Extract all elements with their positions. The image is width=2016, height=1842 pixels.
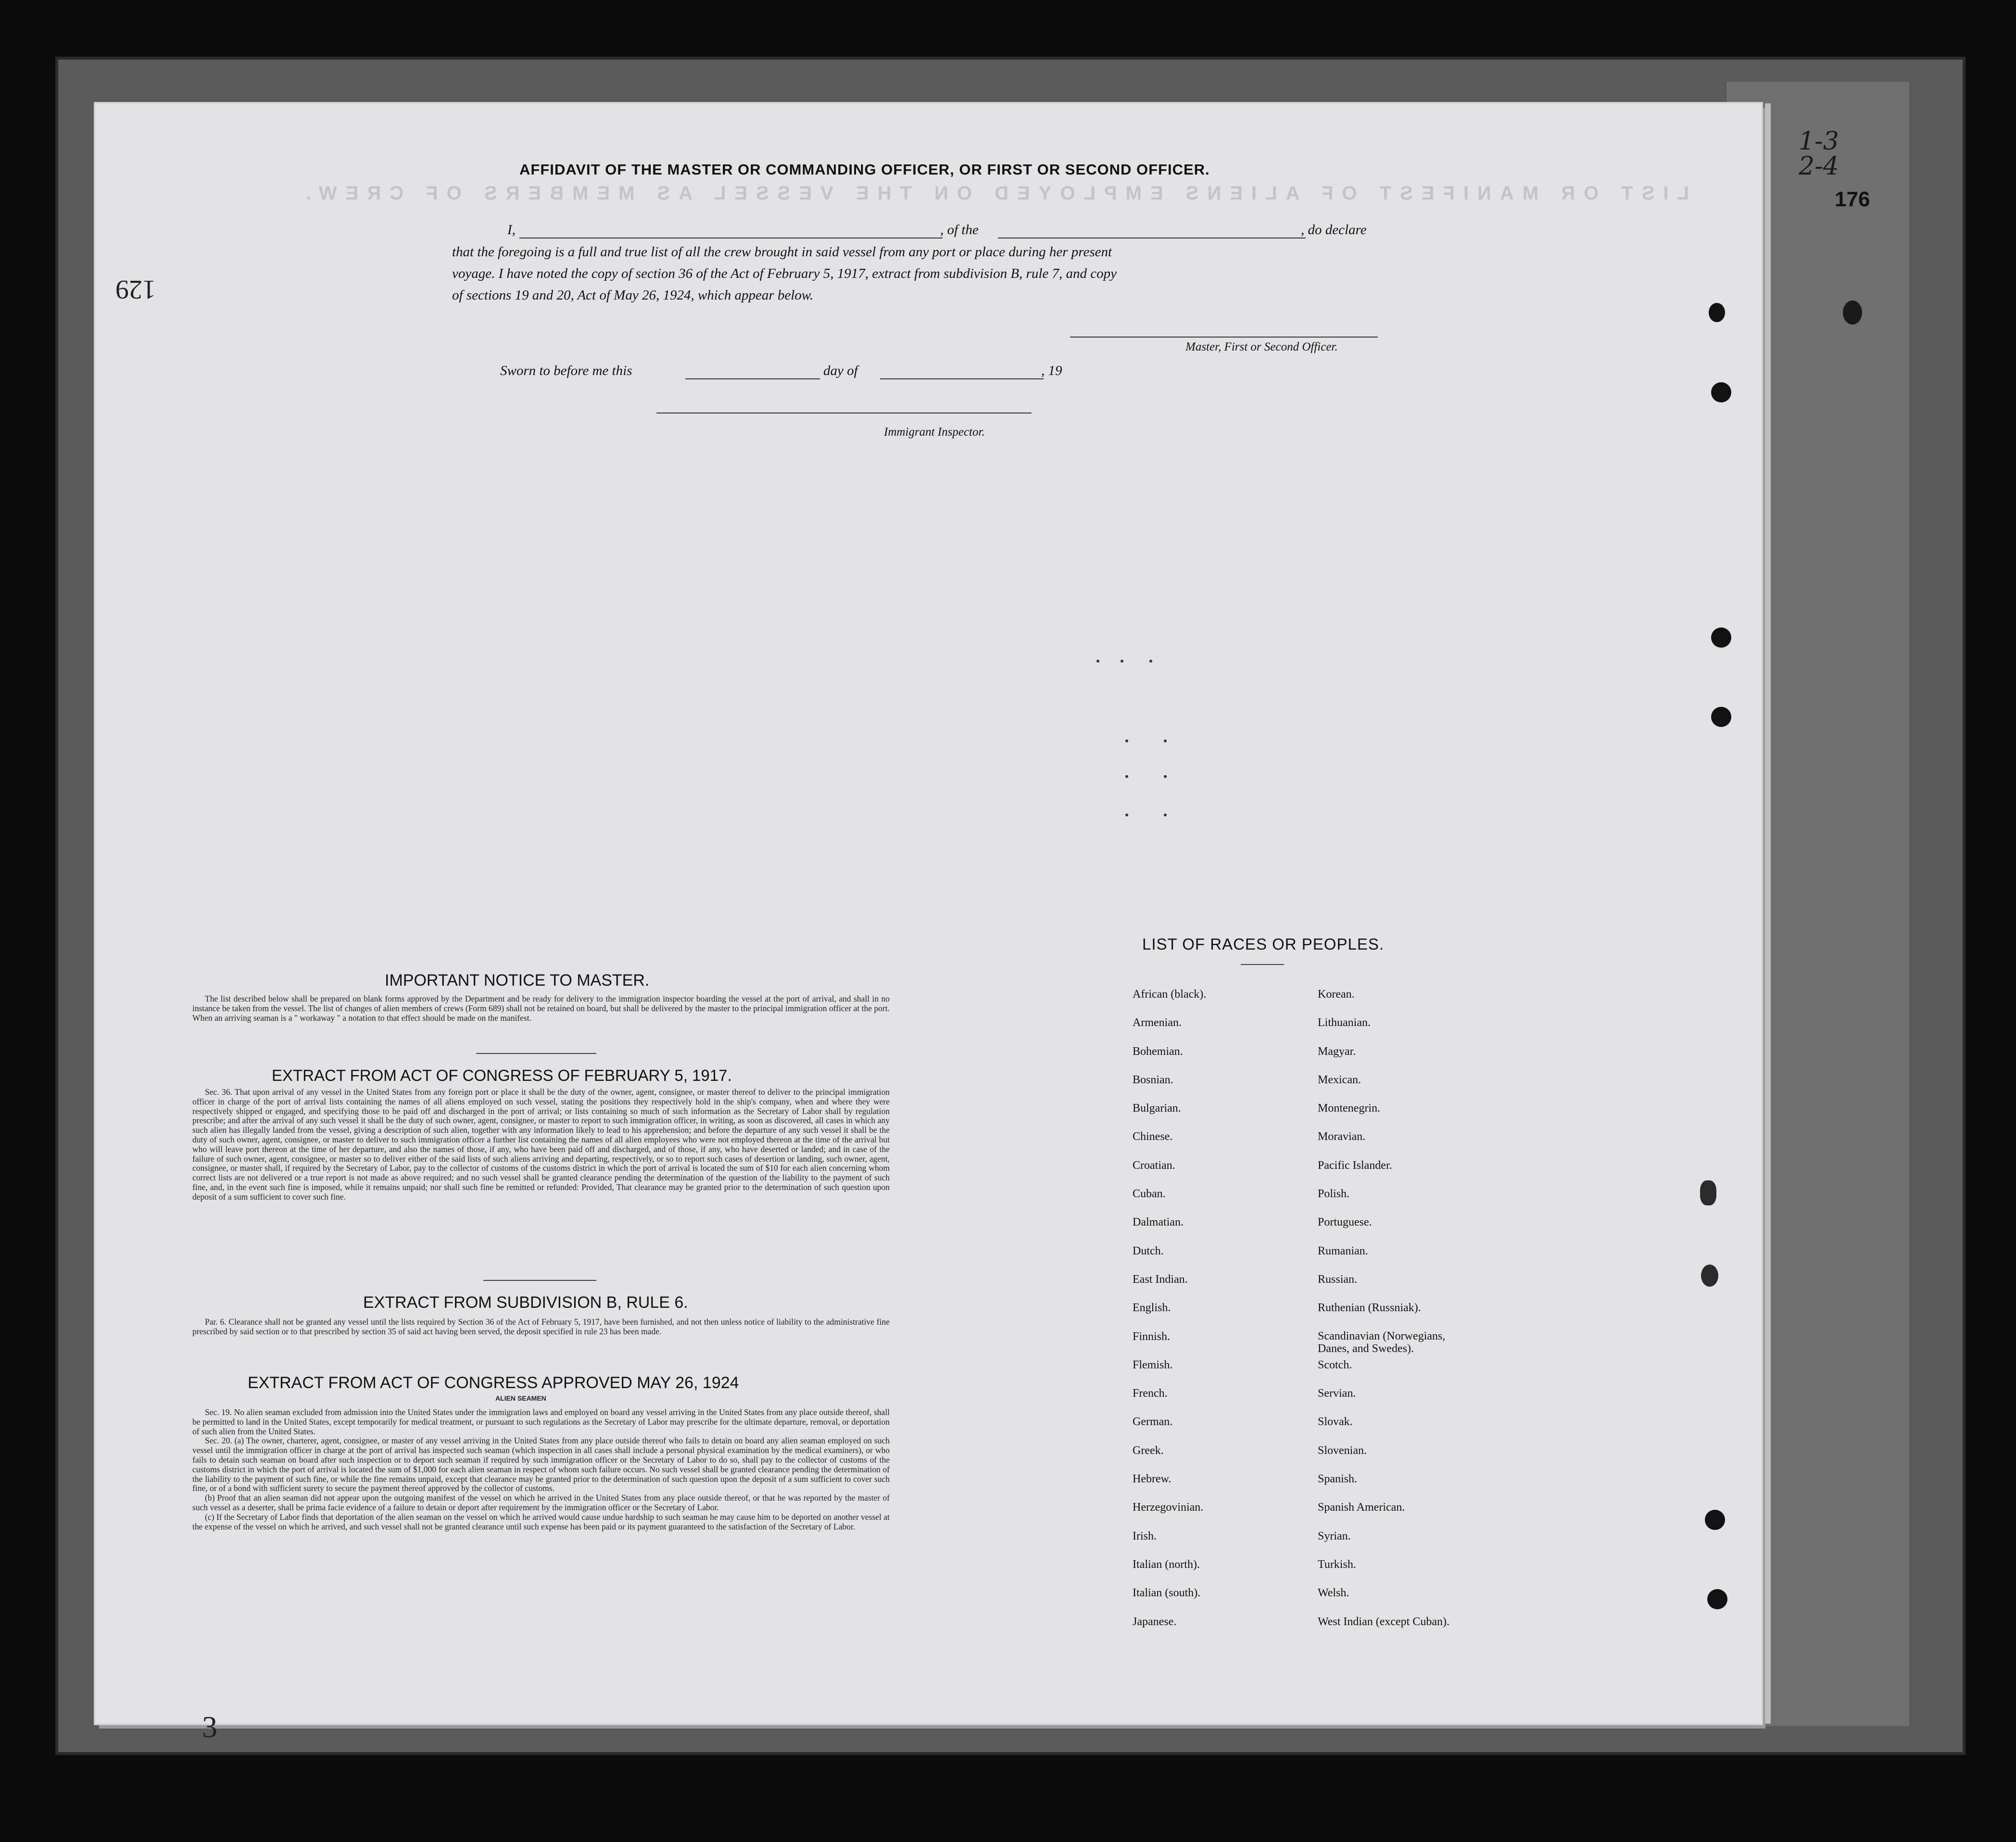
race-item: Korean. <box>1318 988 1355 1001</box>
race-item: Irish. <box>1133 1529 1157 1542</box>
punch-hole <box>1709 303 1725 322</box>
race-item: Hebrew. <box>1133 1473 1172 1486</box>
punch-hole <box>1711 382 1731 402</box>
affidavit-line-4: of sections 19 and 20, Act of May 26, 1924, which appear below. <box>452 288 814 303</box>
alien-seamen-subtitle: ALIEN SEAMEN <box>495 1394 546 1402</box>
edge-note: 129 <box>115 275 156 304</box>
extract-1917-body <box>192 1088 890 1202</box>
race-item: Rumanian. <box>1318 1244 1368 1257</box>
race-item: Dalmatian. <box>1133 1216 1184 1229</box>
race-item: Italian (north). <box>1133 1558 1200 1571</box>
race-item: Bulgarian. <box>1133 1102 1181 1115</box>
punch-hole <box>1711 627 1731 648</box>
punch-hole <box>1701 1265 1718 1287</box>
sec-19-paragraph: Sec. 19. No alien seaman excluded from admission into the United States under the immigration laws and employed on board any vessel arriving in the United States from any place outside thereof, shall be permitted to land in the United States, except temporarily for medical treatment, or pursuant to such regulations as the Secretary of Labor may prescribe for the ultimate departure, removal, or deportation of such alien from the United States. <box>192 1407 890 1436</box>
extract-1917-title: EXTRACT FROM ACT OF CONGRESS OF FEBRUARY 5, 1917. <box>272 1066 732 1084</box>
race-item: Ruthenian (Russniak). <box>1318 1302 1421 1315</box>
races-title-underline <box>1241 964 1284 965</box>
race-item: Greek. <box>1133 1444 1164 1457</box>
race-item: Scotch. <box>1318 1358 1352 1371</box>
ink-dot <box>1125 739 1128 742</box>
race-item: Chinese. <box>1133 1130 1173 1143</box>
race-item: Polish. <box>1318 1188 1350 1201</box>
inspector-caption: Immigrant Inspector. <box>884 426 985 439</box>
punch-hole <box>1707 1589 1727 1609</box>
race-item: Turkish. <box>1318 1558 1356 1571</box>
race-item: Montenegrin. <box>1318 1102 1380 1115</box>
affidavit-of-the: , of the <box>940 222 979 238</box>
race-item: Slovak. <box>1318 1416 1353 1428</box>
extract-1924-title: EXTRACT FROM ACT OF CONGRESS APPROVED MAY 26, 1924 <box>248 1374 739 1392</box>
sec-20b-paragraph: (b) Proof that an alien seaman did not appear upon the outgoing manifest of the vessel on which he arrived in the United States from any place outside thereof, or that he was reported by the master of such vessel as a deserter, shall be prima facie evidence of a failure to detain or deport after requirement by the immigration officer or the Secretary of Labor. <box>192 1493 890 1512</box>
ink-dot <box>1125 814 1128 816</box>
race-item: English. <box>1133 1302 1171 1315</box>
bottom-mark: 3 <box>202 1710 217 1744</box>
ink-dot <box>1125 775 1128 778</box>
sec-20c-paragraph: (c) If the Secretary of Labor finds that deportation of the alien seaman on the vessel on which he arrived would cause undue hardship to such seaman he may cause him to be deported on another vessel at the expense of the vessel on which he arrived, and such vessel shall not be granted clearance until such expense has been paid or its payment guaranteed to the satisfaction of the Secretary of Labor. <box>192 1512 890 1531</box>
master-signature-line <box>1070 337 1378 338</box>
extract-rule6-title: EXTRACT FROM SUBDIVISION B, RULE 6. <box>363 1293 688 1312</box>
day-of-text: day of <box>823 363 858 378</box>
sworn-text: Sworn to before me this <box>500 363 632 378</box>
par-6-paragraph: Par. 6. Clearance shall not be granted any vessel until the lists required by Section 36 of the Act of February 5, 1917, have been furnished, and not then unless notice of liability to the administrative fine prescribed by said section or to that prescribed by section 35 of said act having been served, the deposit specified in rule 23 has been made. <box>192 1317 890 1336</box>
race-item: Welsh. <box>1318 1587 1349 1600</box>
bleed-through-title: LIST OR MANIFEST OF ALIENS EMPLOYED ON THE VESSEL AS MEMBERS OF CREW. <box>297 183 1689 204</box>
punch-hole <box>1700 1180 1716 1205</box>
page-number: 176 <box>1835 188 1870 211</box>
race-item: Moravian. <box>1318 1130 1366 1143</box>
race-item: Spanish American. <box>1318 1501 1405 1514</box>
section-divider <box>476 1053 596 1054</box>
race-item: Pacific Islander. <box>1318 1159 1392 1172</box>
race-item: Herzegovinian. <box>1133 1501 1204 1514</box>
ink-dot <box>1164 739 1167 742</box>
race-item: Cuban. <box>1133 1188 1166 1201</box>
master-signature-caption: Master, First or Second Officer. <box>1185 340 1338 353</box>
extract-rule6-body <box>192 1317 890 1337</box>
extract-1924-body <box>192 1408 890 1531</box>
races-left-column <box>1133 988 1206 1643</box>
race-item: Russian. <box>1318 1273 1358 1286</box>
ink-dot <box>1096 660 1099 663</box>
race-item: German. <box>1133 1416 1173 1428</box>
inspector-signature-line <box>656 413 1032 414</box>
affidavit-line-3: voyage. I have noted the copy of section 36 of the Act of February 5, 1917, extract from subdivision B, rule 7, and copy <box>452 266 1117 281</box>
sworn-day-blank <box>685 378 820 379</box>
punch-hole <box>1705 1510 1725 1530</box>
race-item: Croatian. <box>1133 1159 1175 1172</box>
race-item: Magyar. <box>1318 1045 1356 1058</box>
race-item: Bohemian. <box>1133 1045 1183 1058</box>
page-edge <box>1765 103 1771 1724</box>
race-item: Scandinavian (Norwegians, Danes, and Swedes). <box>1318 1329 1446 1355</box>
notice-title: IMPORTANT NOTICE TO MASTER. <box>385 971 650 990</box>
race-item: West Indian (except Cuban). <box>1318 1615 1449 1628</box>
section-divider <box>483 1280 596 1281</box>
races-right-column <box>1318 988 1476 1643</box>
race-item: Dutch. <box>1133 1244 1164 1257</box>
race-item: East Indian. <box>1133 1273 1188 1286</box>
ink-dot <box>1164 775 1167 778</box>
affidavit-line-2: that the foregoing is a full and true list of all the crew brought in said vessel from any port or place during her present <box>452 244 1112 260</box>
race-item: Servian. <box>1318 1387 1356 1400</box>
notice-body <box>192 994 890 1023</box>
affidavit-declare: , do declare <box>1301 222 1367 238</box>
punch-hole <box>1843 301 1862 325</box>
race-item: French. <box>1133 1387 1168 1400</box>
race-item: Armenian. <box>1133 1016 1182 1029</box>
affidavit-i: I, <box>507 222 516 238</box>
ink-dot <box>1164 814 1167 816</box>
ink-dot <box>1149 660 1152 663</box>
year-text: , 19 <box>1041 363 1062 378</box>
handwritten-note: 1-3 2-4 <box>1799 127 1839 181</box>
race-item: Flemish. <box>1133 1358 1173 1371</box>
race-item: Bosnian. <box>1133 1073 1173 1086</box>
race-item: Lithuanian. <box>1318 1016 1371 1029</box>
race-item: Japanese. <box>1133 1615 1177 1628</box>
sworn-month-blank <box>880 378 1044 379</box>
punch-hole <box>1711 707 1731 727</box>
race-item: Spanish. <box>1318 1473 1358 1486</box>
race-item: African (black). <box>1133 988 1207 1001</box>
race-item: Mexican. <box>1318 1073 1361 1086</box>
races-title: LIST OF RACES OR PEOPLES. <box>1142 935 1385 953</box>
race-item: Slovenian. <box>1318 1444 1367 1457</box>
race-item: Italian (south). <box>1133 1587 1201 1600</box>
race-item: Portuguese. <box>1318 1216 1372 1229</box>
ink-dot <box>1121 660 1123 663</box>
race-item: Syrian. <box>1318 1529 1351 1542</box>
notice-paragraph: The list described below shall be prepared on blank forms approved by the Department and be ready for delivery to the immigration inspector boarding the vessel at the port of arrival, and shall in no instance be taken from the vessel. The list of changes of alien members of crews (Form 689) shall not be retained on board, but shall be delivered by the master to the principal immigration officer at the port. When an arriving seaman is a " workaway " a notation to that effect should be made on the manifest. <box>192 994 890 1023</box>
sec-20a-paragraph: Sec. 20. (a) The owner, charterer, agent, consignee, or master of any vessel arriving in the United States from any place outside thereof who fails to detain on board any alien seaman employed on such vessel until the immigration officer in charge at the port of arrival has inspected such seaman (which inspection in all cases shall include a personal physical examination by the medical examiners), or who fails to detain such seaman on board after such inspection or to deport such seaman if required by such immigration officer or the Secretary of Labor to do so, shall pay to the collector of customs of the customs district in which the port of arrival is located the sum of $1,000 for each alien seaman in respect of whom such failure occurs. No such vessel shall be granted clearance pending the determination of the liability to the payment of such fine, or while the fine remains unpaid, except that clearance may be granted prior to the determination of such question upon the deposit of a sum sufficient to cover such fine, or of a bond with sufficient surety to secure the payment thereof approved by the collector of customs. <box>192 1436 890 1493</box>
sec-36-paragraph: Sec. 36. That upon arrival of any vessel in the United States from any foreign port or place it shall be the duty of the owner, agent, consignee, or master thereof to deliver to the principal immigration officer in charge of the port of arrival lists containing the names of all aliens employed on such vessel, stating the positions they respectively hold in the ship's company, when and where they were respectively shipped or engaged, and specifying those to be paid off and discharged in the port of arrival; or lists containing so much of such information as the Secretary of Labor shall by regulation prescribe; and after the arrival of any such vessel it shall be the duty of such owner, agent, consignee, or master to report to such immigration officer, in writing, as soon as discovered, all cases in which any such alien has illegally landed from the vessel, giving a description of such alien, together with any information likely to lead to his apprehension; and before the departure of any such vessel it shall be the duty of such owner, agent, consignee, or master to deliver to such immigration officer a further list containing the names of all alien employees who were not employed thereon at the time of the arrival but who will leave port thereon at the time of her departure, and also the names of those, if any, who have been paid off and discharged, and of those, if any, who have deserted or landed; and in case of the failure of such owner, agent, consignee, or master so to deliver either of the said lists of such aliens arriving and departing, respectively, or so to report such cases of desertion or landing, such owner, agent, consignee, or master shall, if required by the Secretary of Labor, pay to the collector of customs of the customs district in which the port of arrival is located the sum of $10 for each alien concerning whom correct lists are not delivered or a true report is not made as above required; and no such vessel shall be granted clearance pending the determination of the question of the liability to the payment of such fine, and, in the event such fine is imposed, while it remains unpaid; nor shall such fine be remitted or refunded: Provided, That clearance may be granted prior to the determination of such question upon deposit of a sum sufficient to cover such fine. <box>192 1087 890 1202</box>
affidavit-title: AFFIDAVIT OF THE MASTER OR COMMANDING OFFICER, OR FIRST OR SECOND OFFICER. <box>519 161 1210 178</box>
race-item: Finnish. <box>1133 1330 1171 1343</box>
